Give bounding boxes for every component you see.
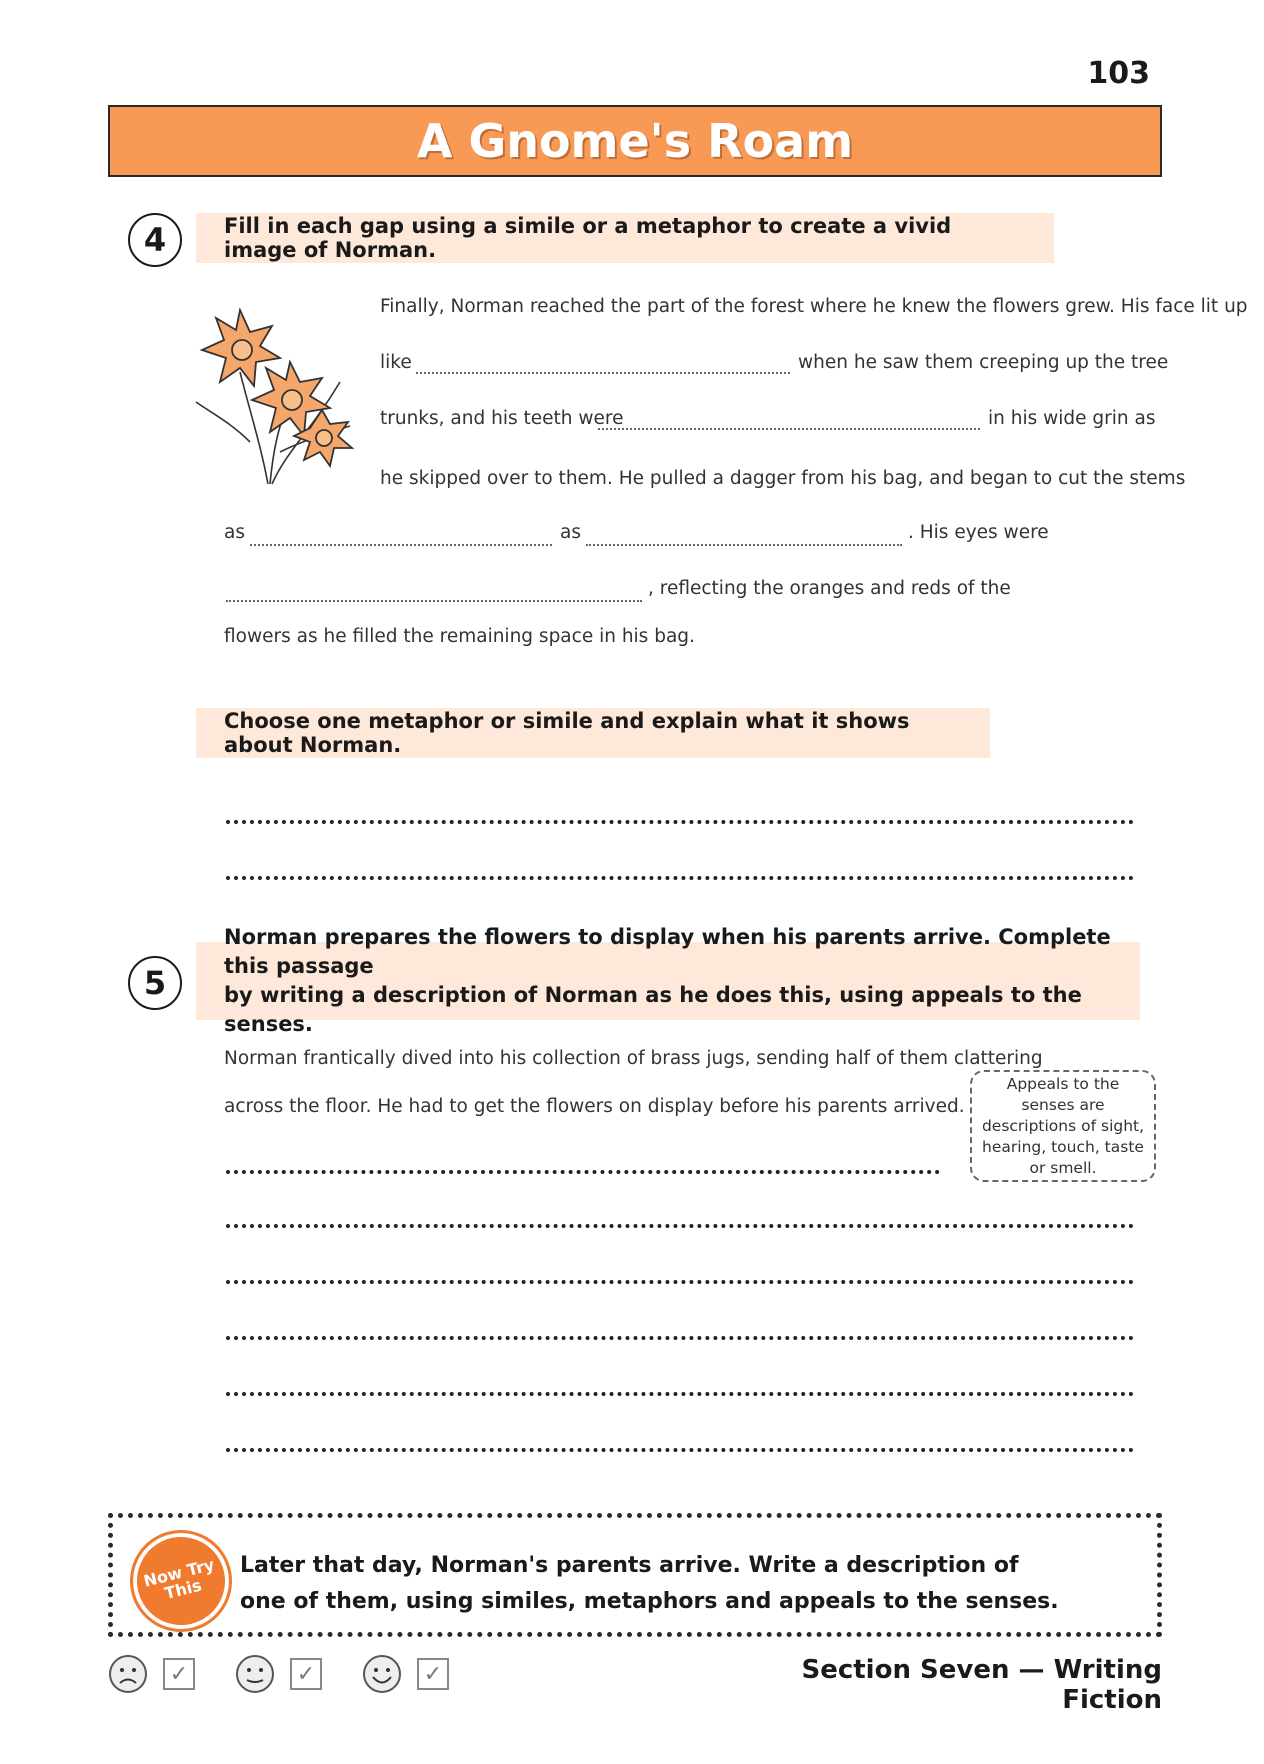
q4-passage-line-4: he skipped over to them. He pulled a dagger from his bag, and began to cut the stems xyxy=(380,468,1186,489)
question-4-number: 4 xyxy=(128,213,182,267)
gap-3[interactable] xyxy=(250,544,552,546)
gap-5[interactable] xyxy=(226,600,642,602)
now-try-this-badge: Now Try This xyxy=(119,1519,243,1643)
now-try-this-line-2: one of them, using similes, metaphors and appeals to the senses. xyxy=(240,1589,1059,1614)
q4-passage-line-5a: as xyxy=(224,522,245,543)
senses-tip-box: Appeals to the senses are descriptions of sight, hearing, touch, taste or smell. xyxy=(970,1070,1156,1182)
q5-instruction-line-1: Norman prepares the flowers to display when his parents arrive. Complete this passage xyxy=(224,925,1111,978)
q4-passage-line-7: flowers as he filled the remaining space in his bag. xyxy=(224,626,695,647)
question-5-instruction xyxy=(196,925,1140,1036)
gap-4[interactable] xyxy=(586,544,902,546)
answer-line[interactable] xyxy=(226,876,1134,880)
flower-illustration xyxy=(190,292,360,490)
sad-face-icon[interactable] xyxy=(108,1654,148,1694)
gap-1[interactable] xyxy=(416,372,790,374)
q4-passage-line-2a: like xyxy=(380,352,412,373)
gap-2[interactable] xyxy=(598,428,980,430)
title-banner xyxy=(108,105,1162,177)
answer-line[interactable] xyxy=(226,1170,940,1174)
answer-line[interactable] xyxy=(226,1224,1134,1228)
q4-passage-line-5c: . His eyes were xyxy=(908,522,1049,543)
q5-passage-line-2: across the floor. He had to get the flowers on display before his parents arrived. xyxy=(224,1096,965,1117)
q5-passage-line-1: Norman frantically dived into his collection of brass jugs, sending half of them clattering xyxy=(224,1048,1043,1069)
q4-passage-line-5b: as xyxy=(560,522,581,543)
question-4-sub-instruction: Choose one metaphor or simile and explain what it shows about Norman. xyxy=(196,708,990,758)
q4-passage-line-2b: when he saw them creeping up the tree xyxy=(798,352,1169,373)
neutral-face-icon[interactable] xyxy=(235,1654,275,1694)
q4-passage-line-3a: trunks, and his teeth were xyxy=(380,408,624,429)
answer-line[interactable] xyxy=(226,1392,1134,1396)
section-footer: Section Seven — Writing Fiction xyxy=(801,1655,1162,1715)
question-4-instruction: Fill in each gap using a simile or a metaphor to create a vivid image of Norman. xyxy=(196,213,1054,263)
happy-face-icon[interactable] xyxy=(362,1654,402,1694)
now-try-this-line-1: Later that day, Norman's parents arrive. Write a description of xyxy=(240,1553,1019,1578)
answer-line[interactable] xyxy=(226,1336,1134,1340)
q4-passage-line-3b: in his wide grin as xyxy=(988,408,1156,429)
page-title: A Gnome's Roam xyxy=(416,114,854,168)
answer-line[interactable] xyxy=(226,820,1134,824)
check-box-icon[interactable]: ✓ xyxy=(163,1658,195,1690)
q4-passage-line-1: Finally, Norman reached the part of the forest where he knew the flowers grew. His face lit up xyxy=(380,296,1248,317)
now-try-this-text xyxy=(240,1548,1140,1620)
answer-line[interactable] xyxy=(226,1280,1134,1284)
question-5-number: 5 xyxy=(128,956,182,1010)
answer-line[interactable] xyxy=(226,1448,1134,1452)
check-box-icon[interactable]: ✓ xyxy=(417,1658,449,1690)
page-number: 103 xyxy=(1087,56,1150,91)
check-box-icon[interactable]: ✓ xyxy=(290,1658,322,1690)
q4-passage-line-6: , reflecting the oranges and reds of the xyxy=(648,578,1011,599)
q5-instruction-line-2: by writing a description of Norman as he does this, using appeals to the senses. xyxy=(224,983,1082,1036)
